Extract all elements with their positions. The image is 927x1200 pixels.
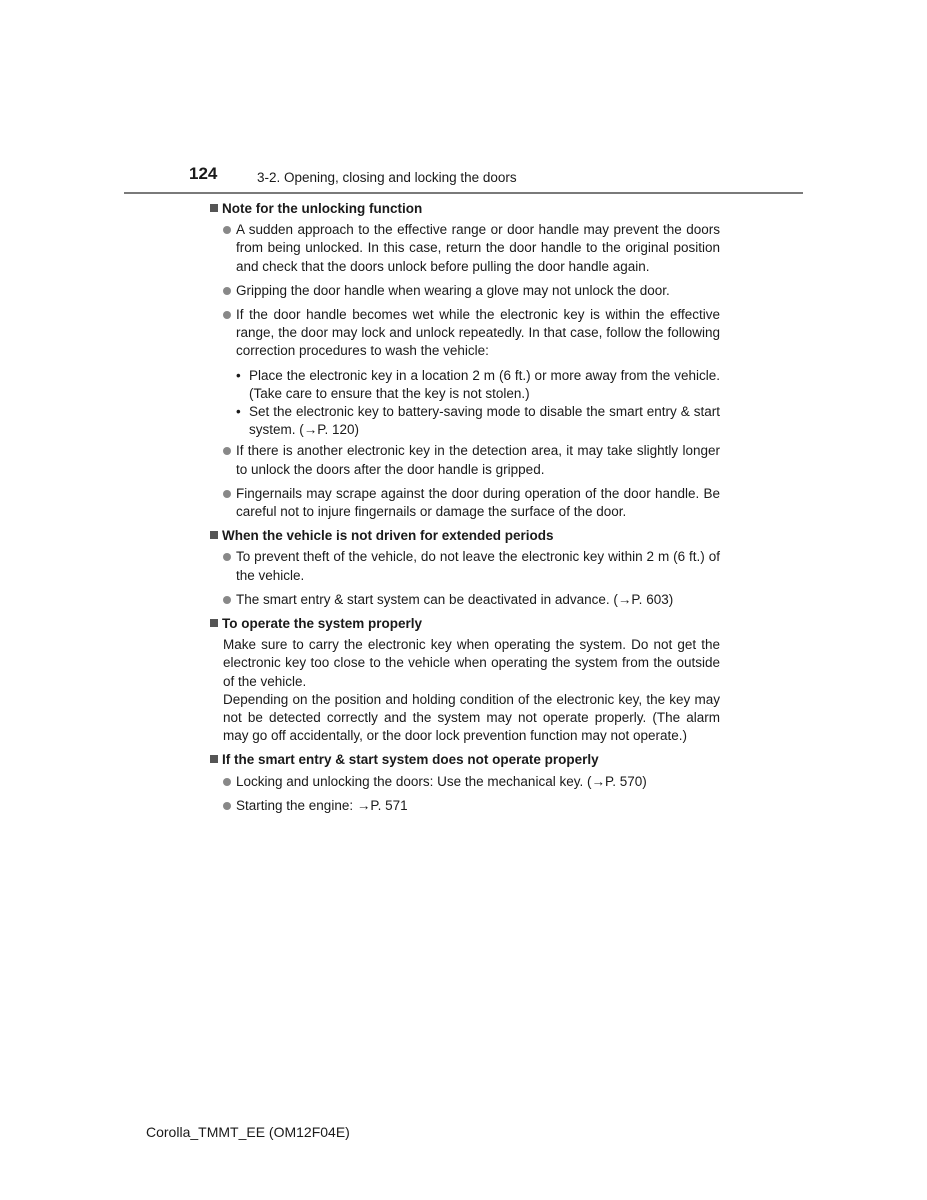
sub-item <box>236 403 720 439</box>
round-bullet-icon <box>223 311 231 319</box>
sub-item-text: Set the electronic key to battery-saving mode to disable the smart entry & start system. (→P. 120) <box>249 404 720 438</box>
section-heading <box>210 527 720 545</box>
bullet-text: Starting the engine: →P. 571 <box>236 797 408 813</box>
square-bullet-icon <box>210 531 218 539</box>
bullet-item <box>223 282 720 300</box>
dot-marker-icon: • <box>236 367 241 383</box>
round-bullet-icon <box>223 287 231 295</box>
bullet-item <box>223 485 720 521</box>
page-number: 124 <box>189 164 218 183</box>
dot-marker-icon: • <box>236 404 241 420</box>
round-bullet-icon <box>223 596 231 604</box>
square-bullet-icon <box>210 204 218 212</box>
header-divider <box>124 192 803 194</box>
bullet-text: Fingernails may scrape against the door during operation of the door handle. Be careful not to injure fingernails or damage the surface of the door. <box>236 485 720 520</box>
square-bullet-icon <box>210 755 218 763</box>
bullet-text: To prevent theft of the vehicle, do not leave the electronic key within 2 m (6 ft.) of the vehicle. <box>236 549 720 583</box>
round-bullet-icon <box>223 447 231 455</box>
sub-item <box>236 367 720 403</box>
bullet-item <box>223 797 720 815</box>
square-bullet-icon <box>210 619 218 627</box>
section-heading <box>210 751 720 769</box>
bullet-text: The smart entry & start system can be deactivated in advance. (→P. 603) <box>236 591 674 607</box>
bullet-item <box>223 548 720 584</box>
bullet-item <box>223 442 720 478</box>
sub-item-text: Place the electronic key in a location 2 m (6 ft.) or more away from the vehicle. (Take care to ensure that the key is not stolen.) <box>249 367 720 401</box>
bullet-text: If there is another electronic key in the detection area, it may take slightly longer to unlock the doors after the door handle is gripped. <box>236 443 720 477</box>
section-title: 3-2. Opening, closing and locking the doors <box>257 170 517 185</box>
section-heading <box>210 615 720 633</box>
round-bullet-icon <box>223 802 231 810</box>
bullet-text: Gripping the door handle when wearing a glove may not unlock the door. <box>236 282 670 298</box>
heading-text: When the vehicle is not driven for extended periods <box>222 528 554 544</box>
heading-text: Note for the unlocking function <box>222 201 423 216</box>
heading-text: If the smart entry & start system does not operate properly <box>222 752 599 768</box>
bullet-text: If the door handle becomes wet while the electronic key is within the effective range, the door may lock and unlock repeatedly. In that case, follow the following correction procedures to wash the vehicle: <box>236 307 720 359</box>
page-content <box>210 200 720 815</box>
bullet-item <box>223 773 720 791</box>
bullet-item <box>223 306 720 361</box>
bullet-item <box>223 221 720 276</box>
bullet-text: Locking and unlocking the doors: Use the mechanical key. (→P. 570) <box>236 773 647 789</box>
bullet-text: A sudden approach to the effective range or door handle may prevent the doors from being unlocked. In this case, return the door handle to the original position and check that the doors unlock before pulling the door handle again. <box>236 222 720 274</box>
footer-model-code: Corolla_TMMT_EE (OM12F04E) <box>146 1124 350 1140</box>
section-heading <box>210 200 720 218</box>
paragraph: Depending on the position and holding condition of the electronic key, the key may not be detected correctly and the system may not operate properly. (The alarm may go off accidentally, or the door lock prevention function may not operate.) <box>223 691 720 744</box>
round-bullet-icon <box>223 226 231 234</box>
round-bullet-icon <box>223 553 231 561</box>
bullet-item <box>223 591 720 609</box>
round-bullet-icon <box>223 490 231 498</box>
paragraph: Make sure to carry the electronic key when operating the system. Do not get the electronic key too close to the vehicle when operating the system from the outside of the vehicle. <box>223 637 720 689</box>
round-bullet-icon <box>223 778 231 786</box>
heading-text: To operate the system properly <box>222 616 423 632</box>
